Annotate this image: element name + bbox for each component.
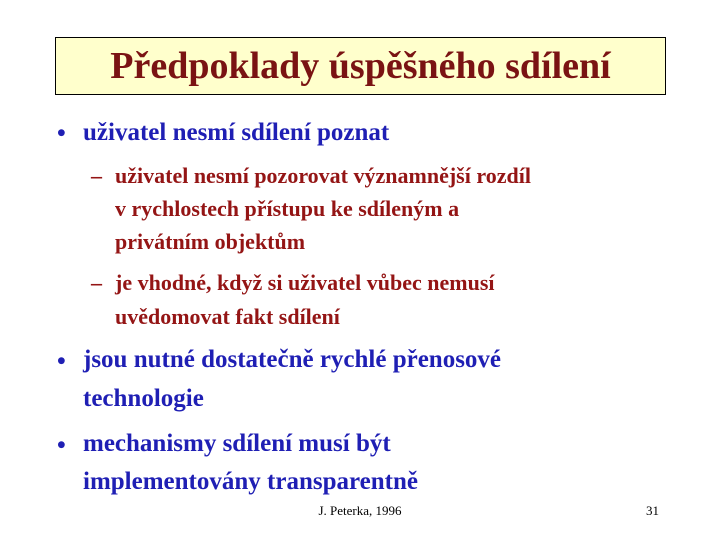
bullet-marker: • bbox=[57, 120, 66, 147]
sub-bullet-2-line-1: je vhodné, když si uživatel vůbec nemusí bbox=[115, 270, 495, 295]
bullet-3-line-1: mechanismy sdílení musí být bbox=[83, 430, 391, 457]
bullet-1-line-1: uživatel nesmí sdílení poznat bbox=[83, 119, 390, 146]
bullet-marker: • bbox=[57, 432, 66, 459]
sub-bullet-1-line-3: privátním objektům bbox=[115, 229, 306, 254]
bullet-2-line-1: jsou nutné dostatečně rychlé přenosové bbox=[83, 346, 502, 373]
sub-bullet-marker: – bbox=[91, 163, 102, 188]
bullet-3-line-2: implementovány transparentně bbox=[83, 468, 418, 495]
slide-title: Předpoklady úspěšného sdílení bbox=[110, 45, 611, 87]
sub-bullet-2-line-2: uvědomovat fakt sdílení bbox=[115, 304, 340, 329]
sub-bullet-marker: – bbox=[91, 270, 102, 295]
sub-bullet-1-line-1: uživatel nesmí pozorovat významnější rozdíl bbox=[115, 163, 531, 188]
slide-title-box bbox=[55, 37, 666, 95]
page-number: 31 bbox=[646, 503, 659, 518]
sub-bullet-1-line-2: v rychlostech přístupu ke sdíleným a bbox=[115, 196, 460, 221]
footer-author: J. Peterka, 1996 bbox=[318, 503, 402, 518]
bullet-marker: • bbox=[57, 348, 66, 375]
bullet-2-line-2: technologie bbox=[83, 385, 204, 412]
